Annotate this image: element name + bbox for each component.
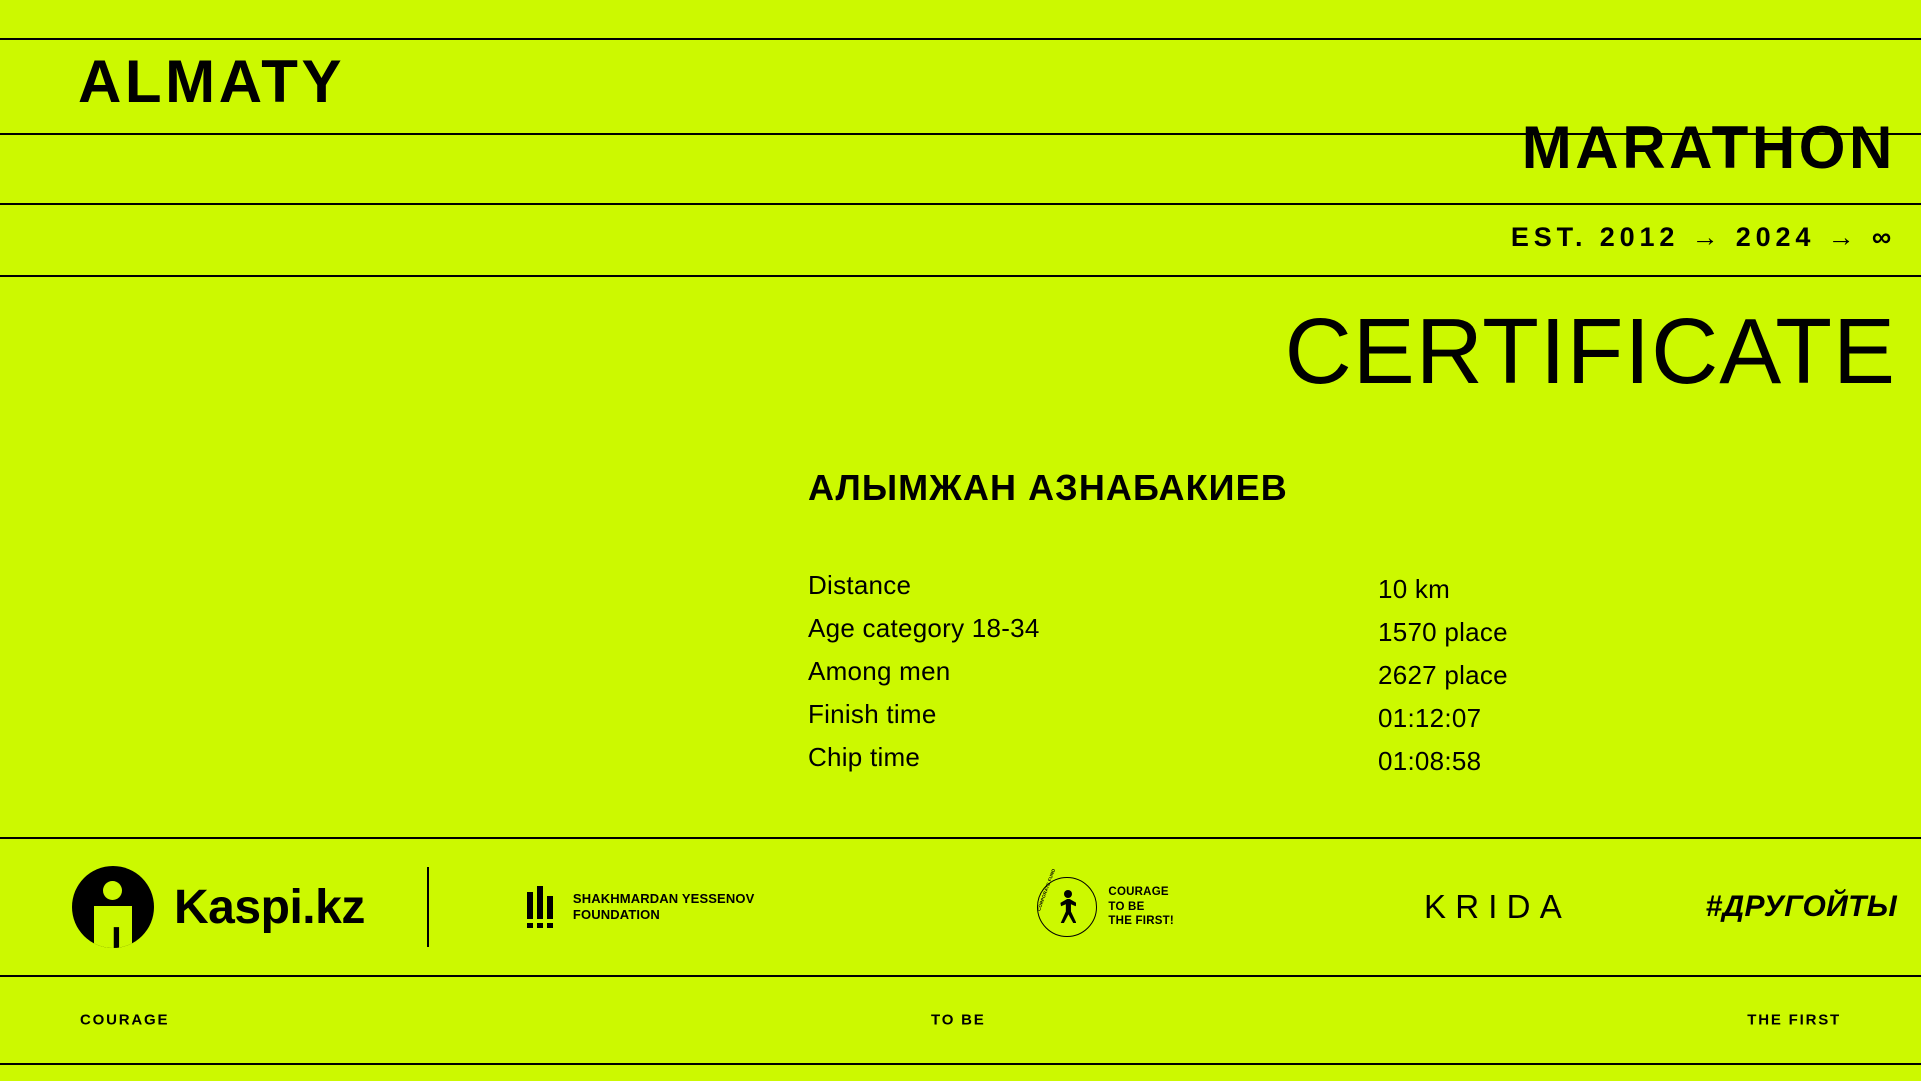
table-row (808, 742, 1898, 776)
footer-right: THE FIRST (1747, 1011, 1841, 1029)
brand-wordmark-almaty: ALMATY (78, 48, 346, 115)
result-label: Distance (808, 570, 912, 600)
corporate-fund-line-2: TO BE (1108, 900, 1145, 913)
corporate-fund-ring-text: CORPORATE FUND (1036, 867, 1057, 912)
sponsor-krida: KRIDA (1423, 888, 1572, 925)
yessenov-line-2: FOUNDATION (572, 907, 660, 922)
kaspi-wordmark: Kaspi.kz (174, 880, 365, 934)
footer-left: COURAGE (80, 1011, 170, 1029)
table-row (808, 570, 1898, 604)
page-title: CERTIFICATE (1284, 299, 1896, 403)
yessenov-logo-icon (527, 886, 561, 928)
sponsor-corporate-fund (1034, 867, 1174, 940)
sponsor-kaspi (72, 866, 365, 948)
sponsor-drugoity: #ДРУГОЙТЫ (1705, 890, 1897, 923)
sponsor-yessenov-foundation (527, 886, 755, 928)
result-value: 2627 place (1378, 660, 1508, 690)
result-value: 01:08:58 (1378, 746, 1482, 776)
corporate-fund-wordmark (1108, 885, 1174, 930)
result-label: Among men (808, 656, 951, 686)
result-label: Chip time (808, 742, 921, 772)
divider-line (0, 275, 1921, 277)
athlete-name: АЛЫМЖАН АЗНАБАКИЕВ (808, 467, 1288, 508)
table-row (808, 613, 1898, 647)
footer-slogan (0, 1012, 1921, 1029)
kaspi-logo-icon (72, 866, 154, 948)
corporate-fund-line-3: THE FIRST! (1108, 915, 1174, 928)
divider-line (0, 975, 1921, 977)
established-line: EST. 2012 → 2024 → ∞ (1510, 222, 1896, 252)
footer-middle: TO BE (931, 1011, 986, 1029)
yessenov-line-1: SHAKHMARDAN YESSENOV (572, 890, 755, 906)
runner-figure-icon (1058, 890, 1078, 924)
corporate-fund-line-1: COURAGE (1108, 885, 1169, 898)
result-label: Age category 18-34 (808, 613, 1040, 643)
sponsor-divider (427, 867, 429, 947)
table-row (808, 699, 1898, 733)
divider-line (0, 38, 1921, 40)
results-table (808, 570, 1898, 785)
result-value: 01:12:07 (1378, 703, 1482, 733)
result-label: Finish time (808, 699, 937, 729)
sponsor-band (0, 839, 1921, 975)
table-row (808, 656, 1898, 690)
brand-wordmark-marathon: MARATHON (1521, 114, 1896, 181)
yessenov-wordmark (573, 891, 755, 924)
corporate-fund-logo-icon (1034, 867, 1100, 940)
divider-line (0, 1063, 1921, 1065)
result-value: 10 km (1378, 574, 1451, 604)
divider-line (0, 203, 1921, 205)
result-value: 1570 place (1378, 617, 1508, 647)
